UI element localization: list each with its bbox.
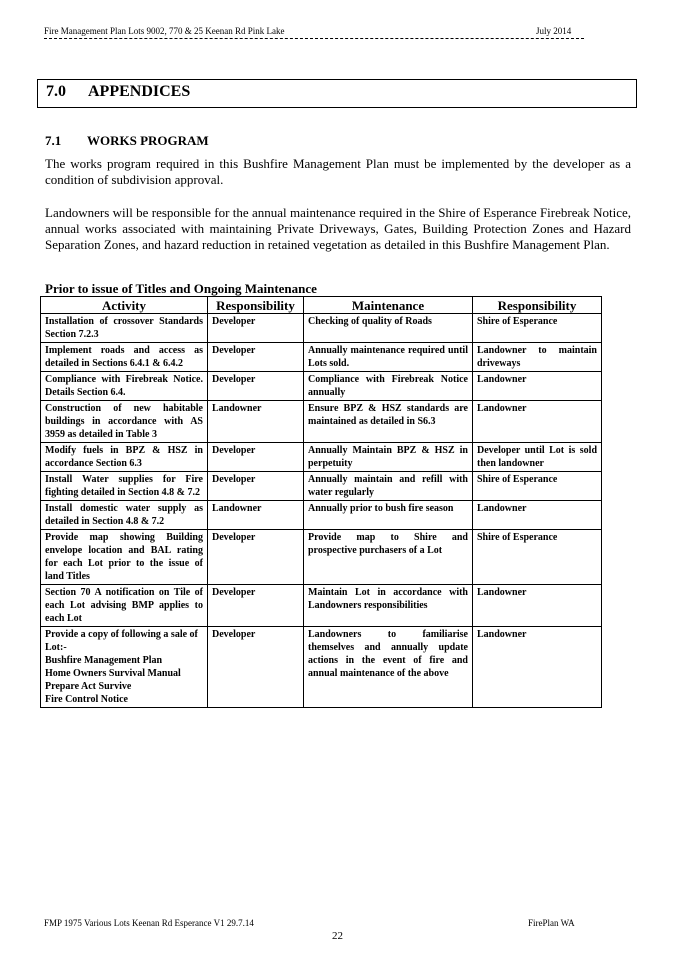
header-divider	[44, 38, 584, 39]
cell-activity: Provide map showing Building envelope location and BAL rating for each Lot prior to the issue of land Titles	[41, 530, 208, 585]
table-row	[41, 627, 602, 708]
cell-activity: Implement roads and access as detailed in Sections 6.4.1 & 6.4.2	[41, 343, 208, 372]
cell-maintenance: Ensure BPZ & HSZ standards are maintained as detailed in S6.3	[304, 401, 473, 443]
cell-activity: Installation of crossover Standards Section 7.2.3	[41, 314, 208, 343]
cell-activity: Install domestic water supply as detailed in Section 4.8 & 7.2	[41, 501, 208, 530]
table-caption: Prior to issue of Titles and Ongoing Maintenance	[45, 281, 317, 296]
cell-maintenance: Landowners to familiarise themselves and annually update actions in the event of fire and annual maintenance of the above	[304, 627, 473, 708]
cell-responsibility: Developer	[208, 627, 304, 708]
subsection-heading	[45, 133, 209, 149]
column-header-activity: Activity	[41, 297, 208, 314]
cell-responsibility: Developer	[208, 443, 304, 472]
table-row	[41, 401, 602, 443]
cell-ongoing-responsibility: Landowner	[473, 501, 602, 530]
cell-ongoing-responsibility: Developer until Lot is sold then landowner	[473, 443, 602, 472]
header-date: July 2014	[536, 26, 572, 36]
cell-maintenance: Provide map to Shire and prospective purchasers of a Lot	[304, 530, 473, 585]
cell-ongoing-responsibility: Landowner	[473, 627, 602, 708]
section-number: 7.0	[46, 83, 66, 100]
intro-paragraph: The works program required in this Bushfire Management Plan must be implemented by the developer as a condition of subdivision approval.	[45, 156, 631, 187]
cell-maintenance: Compliance with Firebreak Notice annually	[304, 372, 473, 401]
cell-maintenance: Annually prior to bush fire season	[304, 501, 473, 530]
cell-activity: Compliance with Firebreak Notice. Details Section 6.4.	[41, 372, 208, 401]
cell-activity: Install Water supplies for Fire fighting detailed in Section 4.8 & 7.2	[41, 472, 208, 501]
subsection-title: WORKS PROGRAM	[87, 133, 209, 148]
cell-activity	[41, 627, 208, 708]
cell-responsibility: Developer	[208, 585, 304, 627]
section-title: APPENDICES	[88, 83, 191, 100]
activity-line: Fire Control Notice	[45, 694, 128, 705]
cell-ongoing-responsibility: Shire of Esperance	[473, 530, 602, 585]
table-row	[41, 501, 602, 530]
table-row	[41, 530, 602, 585]
cell-maintenance: Maintain Lot in accordance with Landowners responsibilities	[304, 585, 473, 627]
cell-activity: Section 70 A notification on Tile of each Lot advising BMP applies to each Lot	[41, 585, 208, 627]
cell-responsibility: Developer	[208, 472, 304, 501]
column-header-responsibility: Responsibility	[208, 297, 304, 314]
cell-ongoing-responsibility: Landowner to maintain driveways	[473, 343, 602, 372]
table-row	[41, 443, 602, 472]
cell-ongoing-responsibility: Landowner	[473, 372, 602, 401]
cell-maintenance: Annually maintenance required until Lots sold.	[304, 343, 473, 372]
page-number: 22	[332, 930, 343, 942]
column-header-maintenance: Maintenance	[304, 297, 473, 314]
activity-line: Prepare Act Survive	[45, 681, 132, 692]
activity-line: Bushfire Management Plan	[45, 655, 163, 666]
section-heading-box	[37, 79, 637, 108]
table-header-row	[41, 297, 602, 314]
cell-responsibility: Developer	[208, 372, 304, 401]
cell-activity: Modify fuels in BPZ & HSZ in accordance Section 6.3	[41, 443, 208, 472]
footer-document-reference: FMP 1975 Various Lots Keenan Rd Esperance V1 29.7.14	[44, 918, 254, 928]
cell-responsibility: Landowner	[208, 501, 304, 530]
works-program-table	[40, 296, 602, 708]
cell-responsibility: Developer	[208, 530, 304, 585]
table-row	[41, 343, 602, 372]
cell-ongoing-responsibility: Landowner	[473, 401, 602, 443]
cell-ongoing-responsibility: Shire of Esperance	[473, 314, 602, 343]
cell-maintenance: Annually maintain and refill with water regularly	[304, 472, 473, 501]
cell-responsibility: Developer	[208, 343, 304, 372]
activity-line: Provide a copy of following a sale of Lot:-	[45, 629, 198, 653]
table-row	[41, 372, 602, 401]
header-document-title: Fire Management Plan Lots 9002, 770 & 25 Keenan Rd Pink Lake	[44, 26, 285, 36]
cell-ongoing-responsibility: Landowner	[473, 585, 602, 627]
cell-responsibility: Landowner	[208, 401, 304, 443]
table-row	[41, 472, 602, 501]
cell-activity: Construction of new habitable buildings in accordance with AS 3959 as detailed in Table 3	[41, 401, 208, 443]
cell-ongoing-responsibility: Shire of Esperance	[473, 472, 602, 501]
cell-maintenance: Checking of quality of Roads	[304, 314, 473, 343]
activity-line: Home Owners Survival Manual	[45, 668, 181, 679]
footer-author: FirePlan WA	[528, 918, 575, 928]
cell-maintenance: Annually Maintain BPZ & HSZ in perpetuity	[304, 443, 473, 472]
table-row	[41, 585, 602, 627]
landowner-paragraph: Landowners will be responsible for the annual maintenance required in the Shire of Esperance Firebreak Notice, annual works associated with maintaining Private Driveways, Gates, Building Protection Zones and Hazard Separation Zones, and hazard reduction in retained vegetation as detailed in this Bushfire Management Plan.	[45, 205, 631, 252]
table-row	[41, 314, 602, 343]
cell-responsibility: Developer	[208, 314, 304, 343]
column-header-ongoing-responsibility: Responsibility	[473, 297, 602, 314]
subsection-number: 7.1	[45, 133, 62, 148]
